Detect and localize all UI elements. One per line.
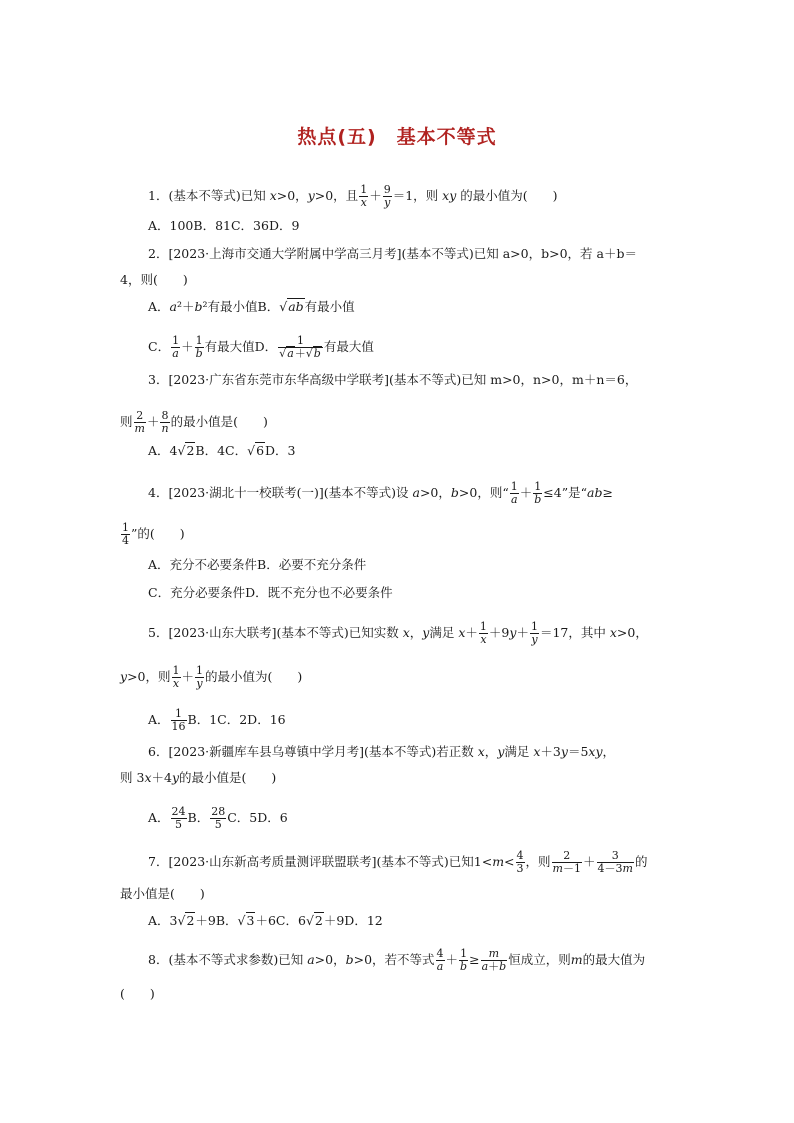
- q5-options: A． $\frac{1}{16}$ B．1C．2D．16: [148, 707, 286, 733]
- q7-options: A．3√2＋9B．√3＋6C．6√2＋9D．12: [148, 913, 383, 928]
- q7-stem-line2: 最小值是( ): [120, 886, 205, 901]
- q2-options-line1: A．a²＋b²有最小值B．√ab有最小值: [148, 299, 355, 314]
- q4-stem-line1: 4．[2023·湖北十一校联考(一)](基本不等式)设 a>0，b>0，则“ $\frac{1}{a}$ ＋ $\frac{1}{b}$ ≤4”是“ab≥: [148, 480, 613, 506]
- q6-options: A． $\frac{24}{5}$ B． $\frac{28}{5}$ C．5D．6: [148, 805, 288, 831]
- q4-options-line2: C．充分必要条件D．既不充分也不必要条件: [148, 585, 393, 600]
- page-title: 热点(五) 基本不等式: [297, 126, 497, 148]
- q3-stem-line1: 3．[2023·广东省东莞市东华高级中学联考](基本不等式)已知 m>0，n>0，m＋n＝6，: [148, 372, 638, 387]
- q1-stem: 1．(基本不等式)已知 x>0，y>0，且 $\frac{1}{x}$ ＋ $\frac{9}{y}$ ＝1，则 xy 的最小值为( ): [148, 183, 558, 209]
- q5-stem-line2: y>0，则 $\frac{1}{x}$ ＋ $\frac{1}{y}$ 的最小值为( ): [120, 664, 303, 690]
- q3-stem-line2: 则 $\frac{2}{m}$ ＋ $\frac{8}{n}$ 的最小值是( ): [120, 409, 268, 435]
- q3-options: A．4√2B．4C．√6D．3: [148, 443, 296, 458]
- q2-stem-line2: 4，则( ): [120, 272, 188, 287]
- q6-stem-line1: 6．[2023·新疆库车县乌尊镇中学月考](基本不等式)若正数 x，y满足 x＋3y＝5xy，: [148, 744, 616, 759]
- q8-stem-line1: 8．(基本不等式求参数)已知 a>0，b>0，若不等式 $\frac{4}{a}$ ＋ $\frac{1}{b}$ ≥ $\frac{m}{a+b}$ 恒成立，则m的最大值为: [148, 947, 646, 973]
- q5-stem-line1: 5．[2023·山东大联考](基本不等式)已知实数 x，y满足 x＋ $\frac{1}{x}$ ＋9y＋ $\frac{1}{y}$ ＝17，其中 x>0，: [148, 620, 648, 646]
- q8-stem-line2: ( ): [120, 986, 155, 1001]
- q4-options-line1: A．充分不必要条件B．必要不充分条件: [148, 557, 367, 572]
- q4-stem-line2: $\frac{1}{4}$ ”的( ): [122, 521, 185, 547]
- q2-stem-line1: 2．[2023·上海市交通大学附属中学高三月考](基本不等式)已知 a>0，b>0，若 a＋b＝: [148, 246, 637, 261]
- q1-options: A．100B．81C．36D．9: [148, 218, 300, 233]
- q2-options-line2: C． $\frac{1}{a}$ ＋ $\frac{1}{b}$ 有最大值D． $\frac{1}{√a+√b}$ 有最大值: [148, 334, 374, 360]
- q6-stem-line2: 则 3x＋4y的最小值是( ): [120, 770, 277, 785]
- q7-stem-line1: 7．[2023·山东新高考质量测评联盟联考](基本不等式)已知1<m< $\frac{4}{3}$ ，则 $\frac{2}{m-1}$ ＋ $\frac{3}{4-3m}$ 的: [148, 849, 648, 875]
